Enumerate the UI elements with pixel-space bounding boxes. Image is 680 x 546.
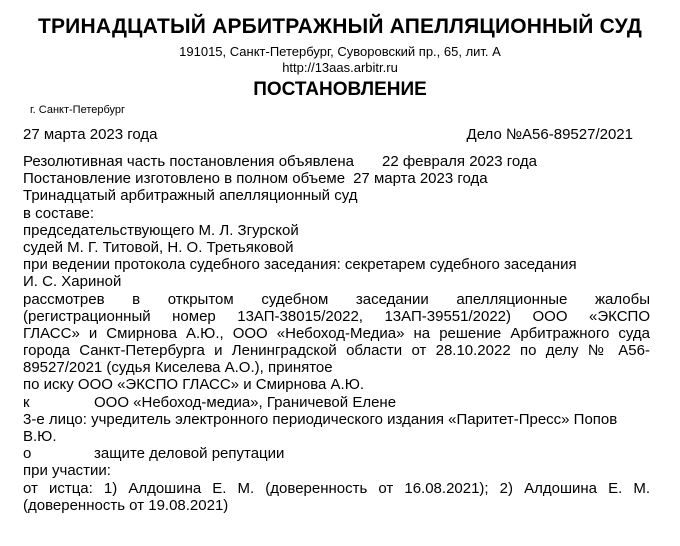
to-word: к	[23, 393, 30, 411]
subject-line	[23, 445, 650, 462]
defendants: ООО «Небоход-медиа», Граничевой Елене	[94, 393, 397, 411]
court-url[interactable]: http://13aas.arbitr.ru	[282, 60, 398, 75]
date-line	[23, 126, 633, 144]
considered-line: города Санкт-Петербурга и Ленинградской области от 28.10.2022 по делу № А56-	[23, 342, 650, 360]
resolution-line	[23, 153, 650, 170]
claim-line: по иску ООО «ЭКСПО ГЛАСС» и Смирнова А.Ю.	[23, 376, 365, 394]
considered-line: ГЛАСС» и Смирнова А.Ю., ООО «Небоход-Медиа» на решение Арбитражного суда	[23, 324, 650, 342]
participation-line: при участии:	[23, 462, 111, 480]
court-line: Тринадцатый арбитражный апелляционный суд	[23, 187, 358, 205]
judges: судей М. Г. Титовой, Н. О. Третьяковой	[23, 238, 294, 256]
court-address: 191015, Санкт-Петербург, Суворовский пр., 65, лит. А	[179, 44, 501, 59]
about-word: о	[23, 445, 32, 463]
presiding-judge: председательствующего М. Л. Згурской	[23, 221, 299, 239]
full-text-line	[23, 170, 650, 187]
court-name: ТРИНАДЦАТЫЙ АРБИТРАЖНЫЙ АПЕЛЛЯЦИОННЫЙ СУД	[37, 15, 643, 38]
considered-line: (регистрационный номер 13АП-38015/2022, 13АП-39551/2022) ООО «ЭКСПО	[23, 307, 650, 325]
protocol-line: при ведении протокола судебного заседания: секретарем судебного заседания	[23, 256, 577, 274]
document-date: 27 марта 2023 года	[23, 126, 158, 143]
case-number: Дело №А56-89527/2021	[466, 126, 633, 143]
third-party-line: 3-е лицо: учредитель электронного периодического издания «Паритет-Пресс» Попов	[23, 410, 618, 428]
city: г. Санкт-Петербург	[30, 104, 126, 116]
considered-line: рассмотрев в открытом судебном заседании апелляционные жалобы	[23, 290, 650, 308]
defendants-line	[23, 394, 650, 411]
composition-line: в составе:	[23, 204, 95, 222]
claimant-representative: от истца: 1) Алдошина Е. М. (доверенность от 16.08.2021); 2) Алдошина Е. М.	[23, 479, 650, 497]
considered-line-last: 89527/2021 (судья Киселева А.О.), принятое	[23, 359, 333, 377]
document-body	[23, 153, 650, 514]
secretary: И. С. Хариной	[23, 273, 122, 291]
full-text-date: 27 марта 2023 года	[353, 170, 488, 188]
full-text-label: Постановление изготовлено в полном объеме	[23, 170, 346, 188]
resolution-label: Резолютивная часть постановления объявлена	[23, 153, 354, 170]
subject: защите деловой репутации	[94, 445, 285, 463]
resolution-date: 22 февраля 2023 года	[381, 153, 538, 170]
document-type-heading: ПОСТАНОВЛЕНИЕ	[253, 79, 427, 100]
claimant-representative-2: (доверенность от 19.08.2021)	[23, 496, 229, 514]
third-party-line-2: В.Ю.	[23, 428, 57, 445]
